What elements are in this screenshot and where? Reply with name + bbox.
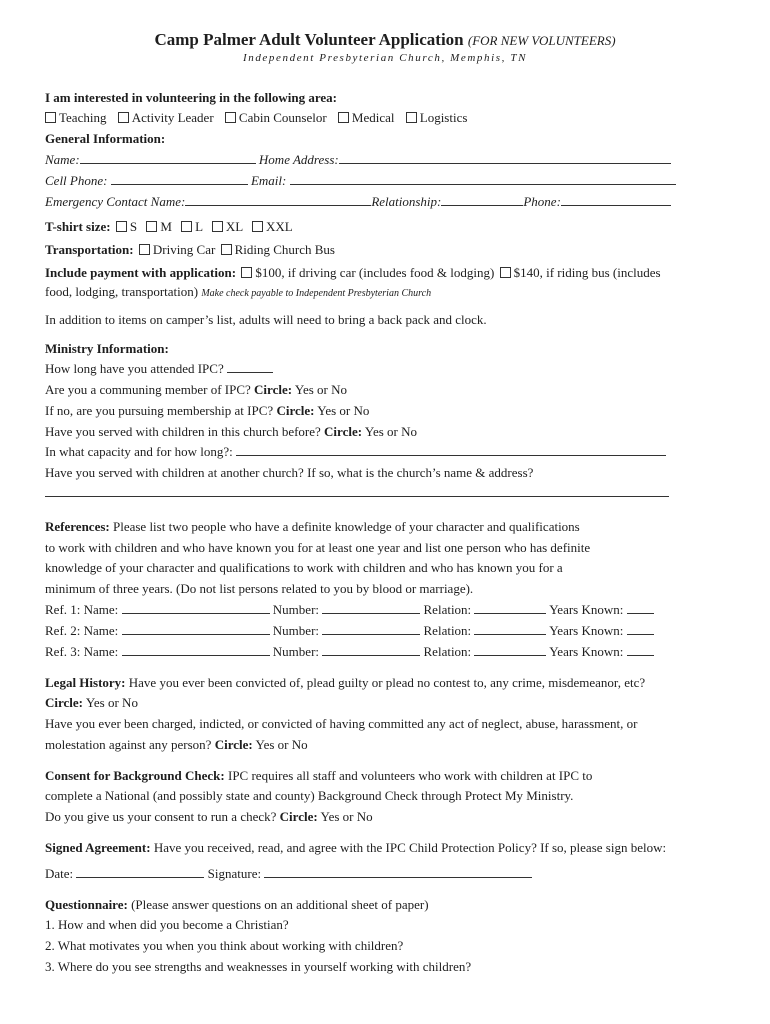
- checkbox-size-m[interactable]: [146, 221, 157, 232]
- checkbox-payment-car[interactable]: [241, 267, 252, 278]
- tshirt-row: [45, 219, 293, 235]
- ref1-number-field[interactable]: [322, 602, 420, 614]
- emergency-label: Emergency Contact Name:: [45, 194, 186, 209]
- payment-option-car: $100, if driving car (includes food & lodging): [255, 265, 495, 280]
- other-church-row: [45, 485, 669, 501]
- emergency-name-field[interactable]: [185, 194, 371, 206]
- transport-label: Transportation:: [45, 242, 134, 257]
- capacity-field[interactable]: [236, 444, 666, 456]
- date-label: Date:: [45, 866, 74, 881]
- option-activity-leader: Activity Leader: [131, 110, 214, 125]
- signature-row: [45, 866, 532, 882]
- name-label: Name:: [45, 152, 80, 167]
- ref2-years-field[interactable]: [627, 623, 654, 635]
- ref3-years-field[interactable]: [627, 644, 654, 656]
- references-line4: minimum of three years. (Do not list persons related to you by blood or marriage).: [45, 581, 474, 596]
- size-l: L: [195, 219, 203, 234]
- phone-email-row: [45, 173, 676, 189]
- checkbox-riding-bus[interactable]: [221, 244, 232, 255]
- signature-label: Signature:: [207, 866, 262, 881]
- checkbox-size-xxl[interactable]: [252, 221, 263, 232]
- ref2-number-field[interactable]: [322, 623, 420, 635]
- checkbox-driving-car[interactable]: [139, 244, 150, 255]
- questionnaire-heading: Questionnaire: (Please answer questions on an additional sheet of paper): [45, 897, 429, 912]
- ref1-relation-field[interactable]: [474, 602, 546, 614]
- consent-line3: Do you give us your consent to run a check? Circle: Yes or No: [45, 809, 373, 824]
- phone-label: Phone:: [523, 194, 561, 209]
- reference-row: Ref. 1: Name: Number: Relation: Years Known:: [45, 602, 654, 618]
- option-cabin-counselor: Cabin Counselor: [238, 110, 327, 125]
- church-subtitle: Independent Presbyterian Church, Memphis, TN: [242, 52, 528, 64]
- relationship-label: Relationship:: [371, 194, 442, 209]
- transport-row: [45, 242, 335, 258]
- interest-options: [45, 110, 467, 126]
- option-driving-car: Driving Car: [152, 242, 216, 257]
- references-line3: knowledge of your character and qualifications to work with children and who has known you for a: [45, 560, 563, 575]
- home-address-field[interactable]: [339, 152, 671, 164]
- size-m: M: [160, 219, 172, 234]
- form-title-note: (FOR NEW VOLUNTEERS): [467, 33, 616, 48]
- size-xl: XL: [225, 219, 243, 234]
- checkbox-logistics[interactable]: [406, 112, 417, 123]
- email-field[interactable]: [290, 173, 676, 185]
- signed-agreement: Signed Agreement: Have you received, read, and agree with the IPC Child Protection Policy? If so, please sign below:: [45, 840, 667, 855]
- reference-row: Ref. 3: Name: Number: Relation: Years Known:: [45, 644, 654, 660]
- option-teaching: Teaching: [59, 110, 107, 125]
- legal-q2-cont: molestation against any person? Circle: Yes or No: [45, 737, 308, 752]
- general-heading: General Information:: [45, 131, 166, 146]
- size-xxl: XXL: [265, 219, 293, 234]
- page-title: [0, 30, 770, 50]
- emergency-row: [45, 194, 671, 210]
- checkbox-teaching[interactable]: [45, 112, 56, 123]
- tshirt-label: T-shirt size:: [45, 219, 111, 234]
- form-title: Camp Palmer Adult Volunteer Application: [154, 30, 464, 49]
- home-address-label: Home Address:: [258, 152, 339, 167]
- cell-phone-label: Cell Phone:: [45, 173, 108, 188]
- checkbox-cabin-counselor[interactable]: [225, 112, 236, 123]
- reference-row: Ref. 2: Name: Number: Relation: Years Known:: [45, 623, 654, 639]
- checkbox-payment-bus[interactable]: [500, 267, 511, 278]
- ref3-name-field[interactable]: [122, 644, 270, 656]
- ref3-number-field[interactable]: [322, 644, 420, 656]
- payment-label: Include payment with application:: [45, 265, 237, 280]
- checkbox-size-l[interactable]: [181, 221, 192, 232]
- interest-heading: I am interested in volunteering in the following area:: [45, 90, 338, 105]
- ministry-q6: Have you served with children at another church? If so, what is the church’s name & address?: [45, 465, 534, 480]
- payment-cont-row: [45, 284, 431, 302]
- consent-line1: Consent for Background Check: IPC requires all staff and volunteers who work with children at IPC to: [45, 768, 593, 783]
- questionnaire-q2: 2. What motivates you when you think about working with children?: [45, 938, 404, 953]
- consent-line2: complete a National (and possibly state and county) Background Check through Protect My Ministry.: [45, 788, 574, 803]
- ref3-relation-field[interactable]: [474, 644, 546, 656]
- attendance-field[interactable]: [227, 361, 273, 373]
- legal-q2: Have you ever been charged, indicted, or convicted of having committed any act of neglect, abuse, harassment, or: [45, 716, 638, 731]
- checkbox-size-s[interactable]: [116, 221, 127, 232]
- questionnaire-q1: 1. How and when did you become a Christian?: [45, 917, 289, 932]
- payment-note: Make check payable to Independent Presbyterian Church: [201, 288, 432, 299]
- ref2-relation-field[interactable]: [474, 623, 546, 635]
- checkbox-size-xl[interactable]: [212, 221, 223, 232]
- option-logistics: Logistics: [419, 110, 468, 125]
- option-medical: Medical: [351, 110, 395, 125]
- ref2-name-field[interactable]: [122, 623, 270, 635]
- payment-cont: food, lodging, transportation): [45, 284, 199, 299]
- payment-option-bus: $140, if riding bus (includes: [513, 265, 661, 280]
- questionnaire-q3: 3. Where do you see strengths and weaknesses in yourself working with children?: [45, 959, 472, 974]
- ministry-q2: Are you a communing member of IPC? Circle: Yes or No: [45, 382, 347, 397]
- ministry-q4: Have you served with children in this church before? Circle: Yes or No: [45, 424, 417, 439]
- name-address-row: [45, 152, 671, 168]
- ministry-q1: How long have you attended IPC?: [45, 361, 273, 377]
- items-note: In addition to items on camper’s list, adults will need to bring a back pack and clock.: [45, 312, 487, 327]
- date-field[interactable]: [76, 866, 204, 878]
- references-intro: References: Please list two people who have a definite knowledge of your character and qualifications: [45, 519, 580, 534]
- ministry-heading: Ministry Information:: [45, 341, 169, 356]
- payment-row: [45, 265, 661, 281]
- cell-phone-field[interactable]: [111, 173, 248, 185]
- name-field[interactable]: [80, 152, 256, 164]
- signature-field[interactable]: [264, 866, 532, 878]
- references-line2: to work with children and who have known you for at least one year and list one person who has definite: [45, 540, 591, 555]
- checkbox-activity-leader[interactable]: [118, 112, 129, 123]
- emergency-phone-field[interactable]: [561, 194, 671, 206]
- ministry-q5: In what capacity and for how long?:: [45, 444, 666, 460]
- legal-q1-answer: Circle: Yes or No: [45, 695, 138, 710]
- ref1-name-field[interactable]: [122, 602, 270, 614]
- ministry-q3: If no, are you pursuing membership at IPC? Circle: Yes or No: [45, 403, 370, 418]
- email-label: Email:: [250, 173, 287, 188]
- size-s: S: [129, 219, 138, 234]
- other-church-field[interactable]: [45, 485, 669, 497]
- checkbox-medical[interactable]: [338, 112, 349, 123]
- legal-q1: Legal History: Have you ever been convicted of, plead guilty or plead no contest to, any crime, misdemeanor, etc?: [45, 675, 646, 690]
- option-riding-bus: Riding Church Bus: [234, 242, 335, 257]
- ref1-years-field[interactable]: [627, 602, 654, 614]
- relationship-field[interactable]: [441, 194, 523, 206]
